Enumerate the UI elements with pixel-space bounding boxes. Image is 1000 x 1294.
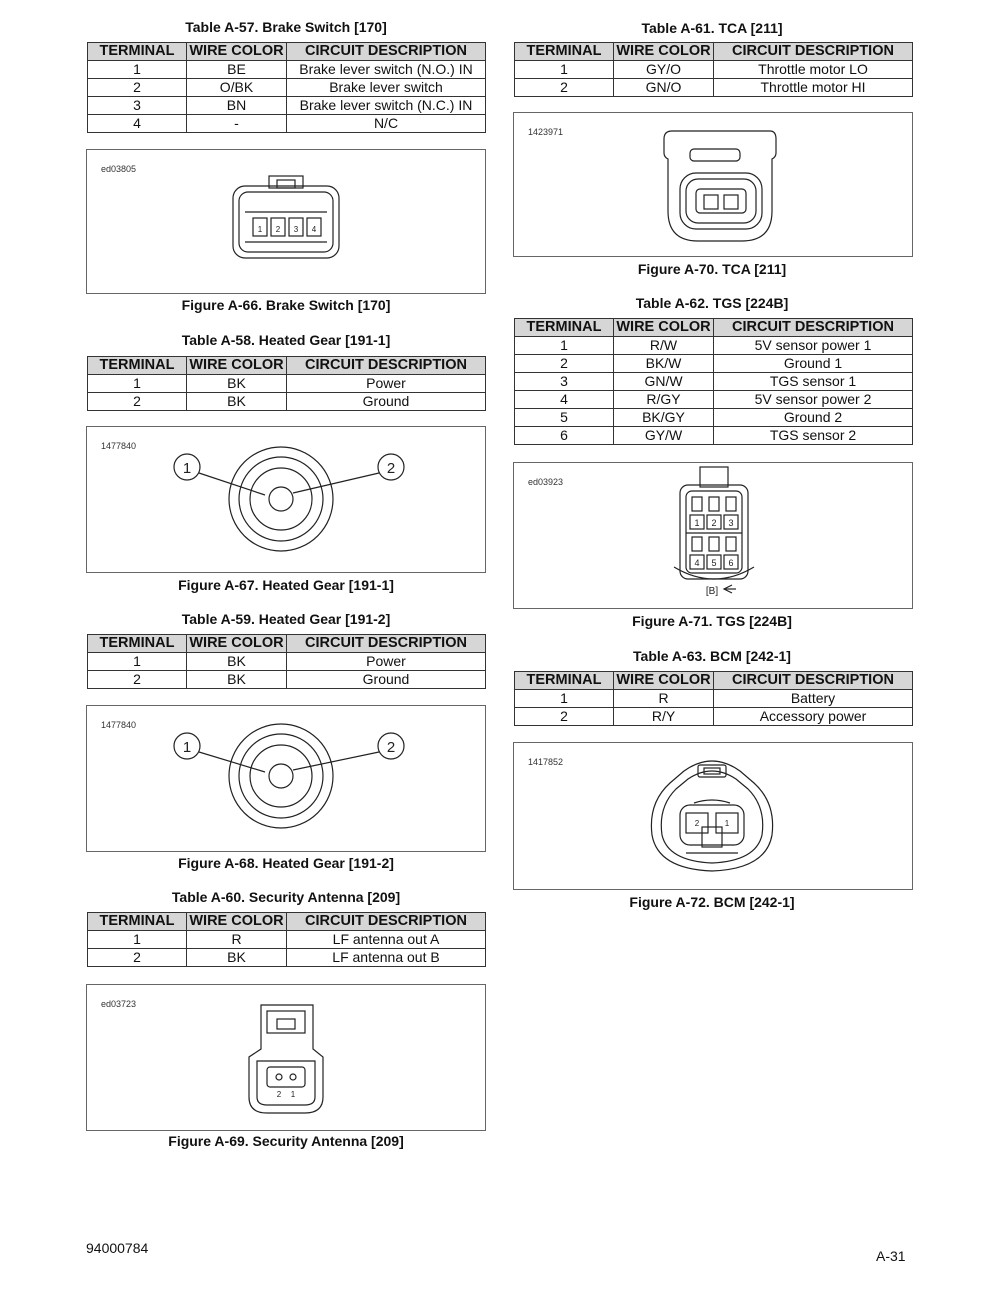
header-circuit-description: CIRCUIT DESCRIPTION <box>287 43 486 61</box>
header-terminal: TERMINAL <box>88 913 187 931</box>
cell-circuit: Throttle motor LO <box>714 61 913 79</box>
header-circuit-description: CIRCUIT DESCRIPTION <box>714 43 913 61</box>
pin-label: 2 <box>275 225 281 234</box>
cell-wire-color: R <box>187 931 287 949</box>
pin-label: 1 <box>724 819 730 828</box>
figure-caption: Figure A-66. Brake Switch [170] <box>181 297 391 313</box>
header-circuit-description: CIRCUIT DESCRIPTION <box>287 913 486 931</box>
table-row <box>515 427 913 445</box>
tca-table <box>514 42 913 97</box>
cell-wire-color: O/BK <box>187 79 287 97</box>
table-row <box>515 690 913 708</box>
callout-1: 1 <box>182 739 192 756</box>
header-wire-color: WIRE COLOR <box>187 913 287 931</box>
pin-label: 3 <box>728 518 734 528</box>
cell-wire-color: BK/GY <box>614 409 714 427</box>
header-terminal: TERMINAL <box>515 672 614 690</box>
cell-wire-color: BN <box>187 97 287 115</box>
table-caption: Table A-62. TGS [224B] <box>635 295 789 311</box>
figure-id: ed03805 <box>101 164 137 174</box>
cell-wire-color: BK <box>187 375 287 393</box>
cell-wire-color: BK <box>187 671 287 689</box>
page-number: A-31 <box>876 1248 906 1264</box>
pin-label: 4 <box>311 225 317 234</box>
brake-switch-table <box>87 42 486 133</box>
cell-circuit: Ground 1 <box>714 355 913 373</box>
table-caption: Table A-60. Security Antenna [209] <box>171 889 401 905</box>
table-row <box>88 949 486 967</box>
cell-wire-color: R/W <box>614 337 714 355</box>
cell-terminal: 1 <box>515 690 614 708</box>
cell-wire-color: GY/O <box>614 61 714 79</box>
brake-switch-connector-figure <box>86 149 486 294</box>
cell-circuit: Ground 2 <box>714 409 913 427</box>
cell-terminal: 3 <box>88 97 187 115</box>
cell-terminal: 2 <box>88 949 187 967</box>
cell-circuit: TGS sensor 1 <box>714 373 913 391</box>
figure-caption: Figure A-68. Heated Gear [191-2] <box>178 855 394 871</box>
cell-terminal: 1 <box>515 337 614 355</box>
heated-gear-2-table <box>87 634 486 689</box>
pin-label: 3 <box>293 225 299 234</box>
header-circuit-description: CIRCUIT DESCRIPTION <box>287 635 486 653</box>
header-terminal: TERMINAL <box>88 635 187 653</box>
cell-circuit: TGS sensor 2 <box>714 427 913 445</box>
header-terminal: TERMINAL <box>515 319 614 337</box>
table-caption: Table A-59. Heated Gear [191-2] <box>181 611 391 627</box>
header-circuit-description: CIRCUIT DESCRIPTION <box>714 672 913 690</box>
table-row <box>88 653 486 671</box>
figure-caption: Figure A-67. Heated Gear [191-1] <box>178 577 394 593</box>
header-circuit-description: CIRCUIT DESCRIPTION <box>287 357 486 375</box>
table-row <box>88 97 486 115</box>
cell-terminal: 5 <box>515 409 614 427</box>
header-terminal: TERMINAL <box>88 357 187 375</box>
cell-wire-color: BK <box>187 949 287 967</box>
heated-gear-2-connector-figure <box>86 705 486 852</box>
table-row <box>88 393 486 411</box>
pin-label: 6 <box>728 558 734 568</box>
callout-1: 1 <box>182 460 192 477</box>
tca-connector-drawing <box>514 113 912 256</box>
cell-terminal: 1 <box>515 61 614 79</box>
pin-label: 1 <box>694 518 700 528</box>
tca-connector-figure <box>513 112 913 257</box>
cell-terminal: 2 <box>88 79 187 97</box>
tgs-connector-drawing <box>514 463 912 608</box>
table-row <box>515 79 913 97</box>
table-row <box>515 355 913 373</box>
pin-label: 5 <box>711 558 717 568</box>
cell-wire-color: R <box>614 690 714 708</box>
cell-circuit: 5V sensor power 2 <box>714 391 913 409</box>
cell-circuit: Power <box>287 375 486 393</box>
pin-label: 1 <box>257 225 263 234</box>
cell-wire-color: GY/W <box>614 427 714 445</box>
header-wire-color: WIRE COLOR <box>614 43 714 61</box>
table-row <box>515 391 913 409</box>
cell-circuit: N/C <box>287 115 486 133</box>
figure-caption: Figure A-72. BCM [242-1] <box>629 894 795 910</box>
figure-id: ed03723 <box>101 999 137 1009</box>
bcm-table <box>514 671 913 726</box>
cell-terminal: 2 <box>515 79 614 97</box>
figure-id: 1477840 <box>101 720 137 730</box>
table-caption: Table A-58. Heated Gear [191-1] <box>181 332 391 348</box>
pin-label: 1 <box>290 1090 296 1099</box>
cell-terminal: 1 <box>88 61 187 79</box>
header-wire-color: WIRE COLOR <box>614 672 714 690</box>
pin-label: 2 <box>276 1090 282 1099</box>
security-antenna-table <box>87 912 486 967</box>
cell-circuit: Throttle motor HI <box>714 79 913 97</box>
cell-wire-color: BK <box>187 393 287 411</box>
cell-terminal: 4 <box>88 115 187 133</box>
header-terminal: TERMINAL <box>88 43 187 61</box>
tgs-connector-figure <box>513 462 913 609</box>
bcm-connector-drawing <box>514 743 912 889</box>
figure-id: ed03923 <box>528 477 564 487</box>
cell-circuit: Ground <box>287 393 486 411</box>
security-antenna-connector-drawing <box>87 985 485 1130</box>
heated-gear-2-connector-drawing <box>87 706 485 851</box>
table-caption: Table A-63. BCM [242-1] <box>633 648 791 664</box>
cell-wire-color: R/GY <box>614 391 714 409</box>
table-row <box>515 373 913 391</box>
cell-wire-color: BK/W <box>614 355 714 373</box>
housing-label: [B] <box>705 586 719 597</box>
table-row <box>88 115 486 133</box>
table-row <box>88 671 486 689</box>
cell-circuit: Brake lever switch (N.C.) IN <box>287 97 486 115</box>
table-caption: Table A-57. Brake Switch [170] <box>185 19 387 35</box>
header-terminal: TERMINAL <box>515 43 614 61</box>
header-wire-color: WIRE COLOR <box>187 43 287 61</box>
heated-gear-1-table <box>87 356 486 411</box>
callout-2: 2 <box>386 739 396 756</box>
figure-caption: Figure A-70. TCA [211] <box>637 261 787 277</box>
cell-circuit: Power <box>287 653 486 671</box>
cell-terminal: 3 <box>515 373 614 391</box>
cell-terminal: 1 <box>88 931 187 949</box>
brake-switch-connector-drawing <box>87 150 485 293</box>
heated-gear-1-connector-drawing <box>87 427 485 572</box>
cell-wire-color: GN/O <box>614 79 714 97</box>
figure-id: 1423971 <box>528 127 564 137</box>
cell-circuit: Accessory power <box>714 708 913 726</box>
cell-terminal: 6 <box>515 427 614 445</box>
table-row <box>515 409 913 427</box>
figure-id: 1417852 <box>528 757 564 767</box>
security-antenna-connector-figure <box>86 984 486 1131</box>
cell-terminal: 2 <box>88 393 187 411</box>
cell-wire-color: - <box>187 115 287 133</box>
table-row <box>88 61 486 79</box>
cell-terminal: 1 <box>88 653 187 671</box>
cell-circuit: Battery <box>714 690 913 708</box>
figure-caption: Figure A-71. TGS [224B] <box>632 613 792 629</box>
pin-label: 2 <box>694 819 700 828</box>
table-caption: Table A-61. TCA [211] <box>641 20 783 36</box>
header-wire-color: WIRE COLOR <box>187 635 287 653</box>
cell-wire-color: BK <box>187 653 287 671</box>
bcm-connector-figure <box>513 742 913 890</box>
cell-circuit: Ground <box>287 671 486 689</box>
document-number: 94000784 <box>86 1240 149 1256</box>
pin-label: 4 <box>694 558 700 568</box>
table-row <box>515 61 913 79</box>
cell-wire-color: BE <box>187 61 287 79</box>
header-wire-color: WIRE COLOR <box>187 357 287 375</box>
cell-wire-color: R/Y <box>614 708 714 726</box>
cell-terminal: 2 <box>515 708 614 726</box>
table-row <box>515 337 913 355</box>
cell-circuit: LF antenna out A <box>287 931 486 949</box>
table-row <box>88 931 486 949</box>
cell-terminal: 1 <box>88 375 187 393</box>
cell-terminal: 2 <box>88 671 187 689</box>
cell-circuit: Brake lever switch (N.O.) IN <box>287 61 486 79</box>
table-row <box>515 708 913 726</box>
header-circuit-description: CIRCUIT DESCRIPTION <box>714 319 913 337</box>
figure-caption: Figure A-69. Security Antenna [209] <box>168 1133 404 1149</box>
cell-wire-color: GN/W <box>614 373 714 391</box>
table-row <box>88 79 486 97</box>
cell-circuit: LF antenna out B <box>287 949 486 967</box>
cell-terminal: 2 <box>515 355 614 373</box>
figure-id: 1477840 <box>101 441 137 451</box>
cell-circuit: 5V sensor power 1 <box>714 337 913 355</box>
header-wire-color: WIRE COLOR <box>614 319 714 337</box>
cell-circuit: Brake lever switch <box>287 79 486 97</box>
callout-2: 2 <box>386 460 396 477</box>
heated-gear-1-connector-figure <box>86 426 486 573</box>
cell-terminal: 4 <box>515 391 614 409</box>
pin-label: 2 <box>711 518 717 528</box>
table-row <box>88 375 486 393</box>
tgs-table <box>514 318 913 445</box>
